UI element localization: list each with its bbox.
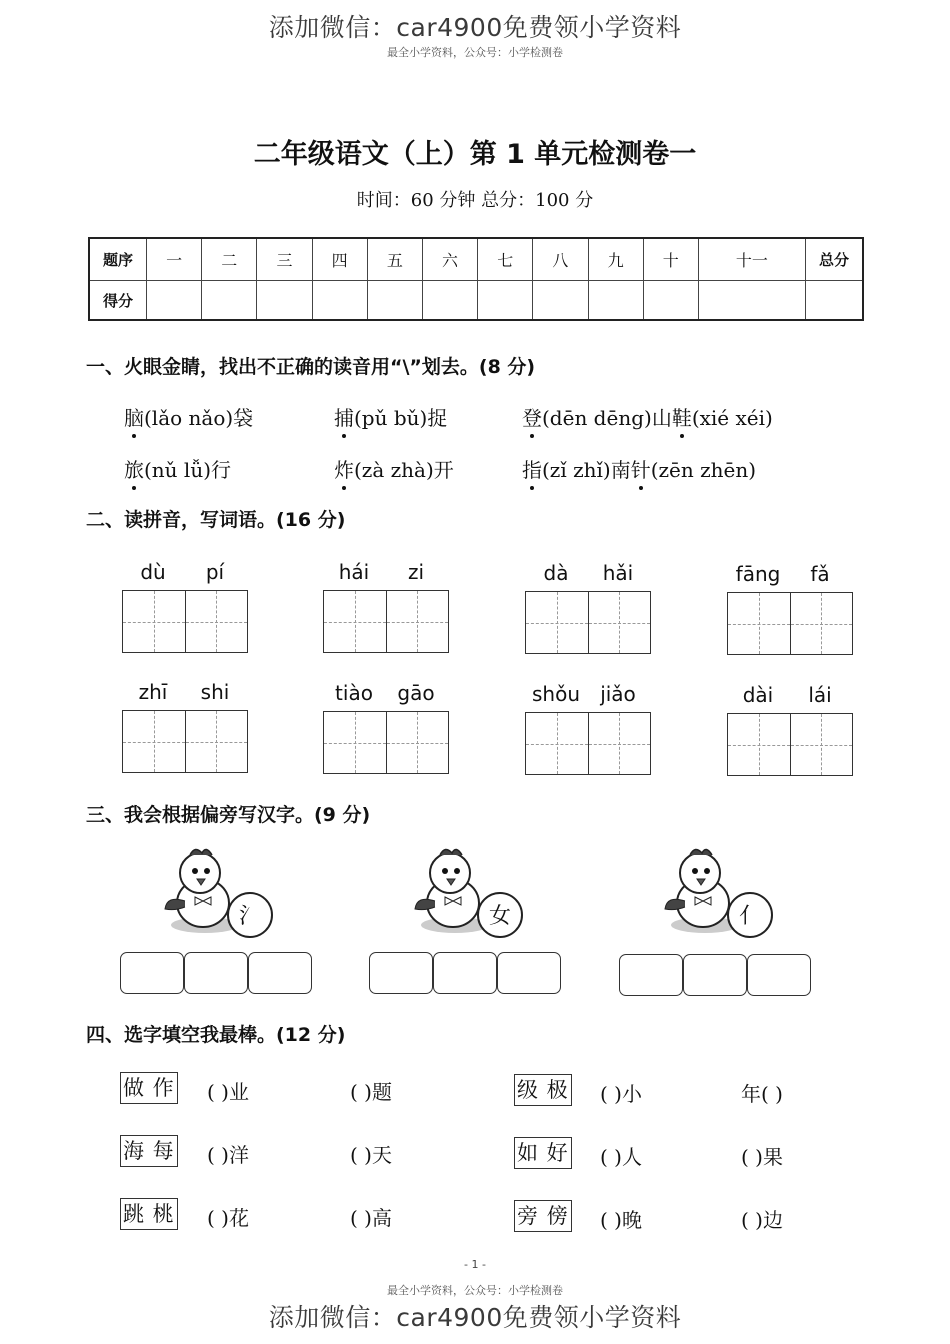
pinyin-syllable: lái: [808, 683, 832, 707]
chick-illustration: [155, 845, 305, 955]
header-faint-text: 最全小学资料，公众号：小学检测卷: [387, 46, 563, 59]
tianzige-boxes[interactable]: [122, 590, 248, 653]
score-row-label: 得分: [89, 281, 147, 320]
word-suffix: 山: [651, 406, 672, 430]
score-col: 十: [643, 238, 698, 281]
word-suffix: 袋: [233, 406, 254, 430]
watermark-bottom: 添加微信：car4900免费领小学资料: [268, 1303, 682, 1332]
pinyin-syllable: hái: [338, 560, 370, 584]
score-col: 一: [147, 238, 202, 281]
chick-illustration: [655, 845, 805, 955]
pinyin-item: [522, 454, 756, 483]
word-suffix: 行: [211, 458, 232, 482]
pinyin-options: (zēn zhēn): [650, 458, 757, 482]
answer-box[interactable]: [683, 954, 747, 996]
score-col: 七: [478, 238, 533, 281]
pinyin-options: (xié xéi): [691, 406, 773, 430]
word-suffix: 捉: [427, 406, 448, 430]
tianzige-boxes[interactable]: [323, 590, 449, 653]
char-choice-pair: 如 好: [514, 1137, 572, 1169]
score-cell[interactable]: [367, 281, 422, 320]
score-col: 四: [312, 238, 367, 281]
tianzige-boxes[interactable]: [727, 713, 853, 776]
answer-box[interactable]: [184, 952, 248, 994]
score-cell[interactable]: [312, 281, 367, 320]
score-col: 六: [422, 238, 477, 281]
char-choice-pair: 海 每: [120, 1135, 178, 1167]
pinyin-syllable: pí: [205, 560, 225, 584]
score-cell[interactable]: [422, 281, 477, 320]
fill-blank[interactable]: ( )高: [350, 1206, 392, 1230]
score-col: 三: [257, 238, 312, 281]
pinyin-syllable: tiào: [335, 681, 373, 705]
pinyin-syllable: zhī: [138, 680, 168, 704]
radical-label: 女: [488, 904, 512, 929]
pinyin-options: (zà zhà): [354, 458, 434, 482]
pinyin-syllable: dài: [742, 683, 774, 707]
chick-illustration: [405, 845, 555, 955]
section2-heading: 二、读拼音，写词语。(16 分): [86, 509, 346, 531]
pinyin-item: [124, 454, 231, 483]
dotted-char: 登: [522, 402, 542, 431]
watermark-top: 添加微信：car4900免费领小学资料: [268, 13, 682, 42]
score-cell[interactable]: [533, 281, 588, 320]
pinyin-options: (nǔ lǚ): [144, 458, 212, 482]
section1-heading: 一、火眼金睛，找出不正确的读音用“\”划去。(8 分): [86, 356, 536, 378]
answer-box[interactable]: [369, 952, 433, 994]
tianzige-boxes[interactable]: [122, 710, 248, 773]
pinyin-item: [334, 454, 454, 483]
score-table-header-row: [89, 238, 863, 281]
char-choice-pair: 级 极: [514, 1074, 572, 1106]
fill-blank[interactable]: ( )果: [741, 1145, 783, 1169]
fill-blank[interactable]: ( )小: [600, 1082, 642, 1106]
score-table-score-row: [89, 281, 863, 320]
word-suffix: 开: [433, 458, 454, 482]
dotted-char: 捕: [334, 402, 354, 431]
pinyin-syllable: dà: [543, 561, 569, 585]
pinyin-syllable: shi: [200, 680, 230, 704]
answer-box[interactable]: [248, 952, 312, 994]
pinyin-syllable: jiǎo: [600, 682, 636, 706]
score-col: 十一: [698, 238, 805, 281]
page-number: - 1 -: [464, 1258, 486, 1271]
tianzige-boxes[interactable]: [727, 592, 853, 655]
section4-heading: 四、选字填空我最棒。(12 分): [86, 1024, 346, 1046]
section3-heading: 三、我会根据偏旁写汉字。(9 分): [86, 804, 371, 826]
fill-blank[interactable]: ( )花: [207, 1206, 249, 1230]
score-cell[interactable]: [588, 281, 643, 320]
pinyin-syllable: fāng: [735, 562, 781, 586]
fill-blank[interactable]: ( )题: [350, 1080, 392, 1104]
dotted-char: 旅: [124, 454, 144, 483]
fill-blank[interactable]: ( )晚: [600, 1208, 642, 1232]
pinyin-item: [522, 402, 773, 431]
tianzige-boxes[interactable]: [323, 711, 449, 774]
answer-box[interactable]: [747, 954, 811, 996]
score-table: [88, 237, 864, 321]
score-cell[interactable]: [257, 281, 312, 320]
fill-blank[interactable]: ( )人: [600, 1145, 642, 1169]
answer-box[interactable]: [497, 952, 561, 994]
score-cell[interactable]: [147, 281, 202, 320]
score-table-label: 题序: [89, 238, 147, 281]
score-cell[interactable]: [698, 281, 805, 320]
char-choice-pair: 跳 桃: [120, 1198, 178, 1230]
tianzige-boxes[interactable]: [525, 712, 651, 775]
fill-blank[interactable]: ( )天: [350, 1143, 392, 1167]
score-col-total: 总分: [806, 238, 864, 281]
score-cell[interactable]: [643, 281, 698, 320]
dotted-char: 指: [522, 454, 542, 483]
dotted-char: 炸: [334, 454, 354, 483]
footer-faint-text: 最全小学资料，公众号：小学检测卷: [387, 1284, 563, 1297]
dotted-char: 鞋: [672, 402, 692, 431]
page-title: 二年级语文（上）第 1 单元检测卷一: [253, 139, 697, 170]
pinyin-item: [334, 402, 447, 431]
pinyin-options: (lǎo nǎo): [144, 406, 234, 430]
pinyin-syllable: shǒu: [531, 682, 580, 706]
pinyin-options: (pǔ bǔ): [354, 406, 428, 430]
fill-blank[interactable]: ( )业: [207, 1080, 249, 1104]
pinyin-syllable: dù: [140, 560, 166, 584]
dotted-char: 针: [631, 454, 651, 483]
score-col: 二: [202, 238, 257, 281]
exam-time-total: 时间：60 分钟 总分：100 分: [356, 190, 594, 211]
score-cell[interactable]: [478, 281, 533, 320]
char-choice-pair: 做 作: [120, 1072, 178, 1104]
word-suffix: 南: [610, 458, 631, 482]
fill-blank[interactable]: 年( ): [741, 1082, 783, 1106]
pinyin-options: (zǐ zhǐ): [542, 458, 611, 482]
char-choice-pair: 旁 傍: [514, 1200, 572, 1232]
pinyin-syllable: hǎi: [602, 561, 634, 585]
answer-box[interactable]: [619, 954, 683, 996]
fill-blank[interactable]: ( )洋: [207, 1143, 249, 1167]
score-cell[interactable]: [806, 281, 864, 320]
pinyin-syllable: fǎ: [810, 562, 830, 586]
answer-box[interactable]: [433, 952, 497, 994]
radical-label: 氵: [238, 904, 262, 929]
pinyin-syllable: gāo: [397, 681, 435, 705]
pinyin-syllable: zi: [407, 560, 425, 584]
score-cell[interactable]: [202, 281, 257, 320]
pinyin-item: [124, 402, 253, 431]
score-col: 八: [533, 238, 588, 281]
answer-box[interactable]: [120, 952, 184, 994]
pinyin-options: (dēn dēng): [542, 406, 652, 430]
radical-label: 亻: [738, 904, 762, 929]
tianzige-boxes[interactable]: [525, 591, 651, 654]
dotted-char: 脑: [124, 402, 144, 431]
fill-blank[interactable]: ( )边: [741, 1208, 783, 1232]
score-col: 九: [588, 238, 643, 281]
score-col: 五: [367, 238, 422, 281]
